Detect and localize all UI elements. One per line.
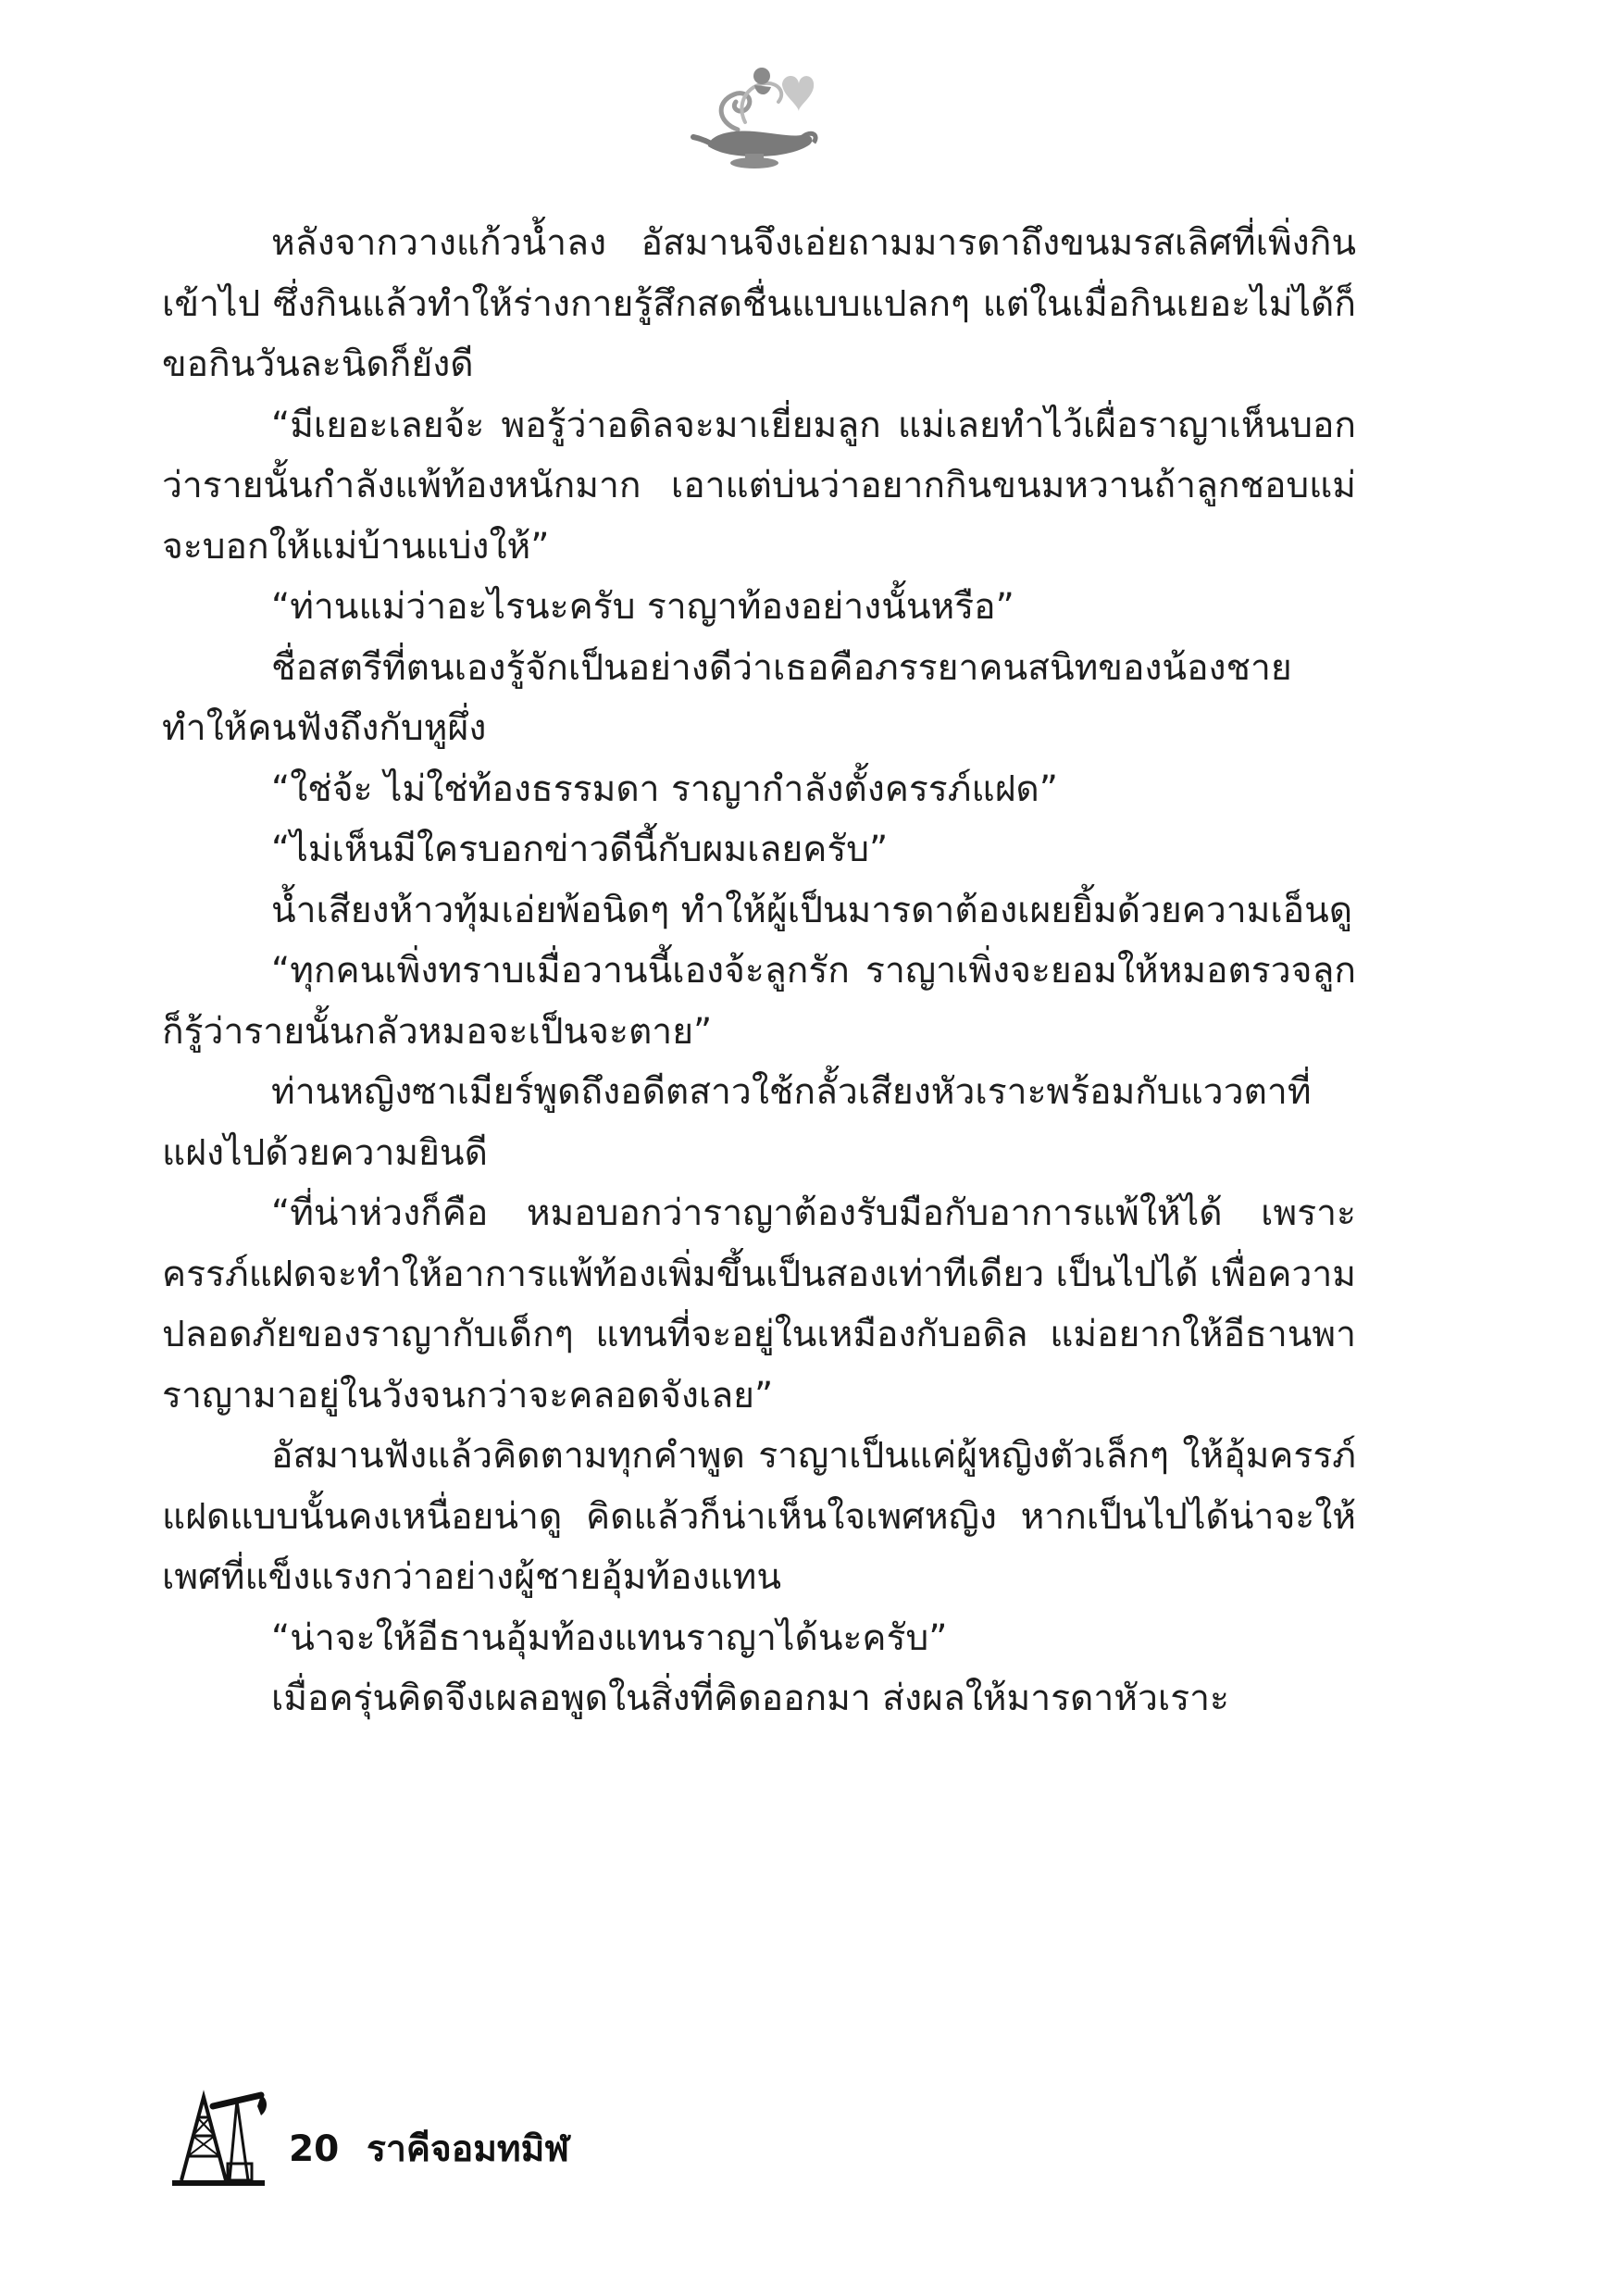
book-title: ราคีจอมทมิฬ bbox=[367, 2128, 569, 2170]
paragraph: ชื่อสตรีที่ตนเองรู้จักเป็นอย่างดีว่าเธอคือภรรยาคนสนิทของน้องชายทำให้คนฟังถึงกับหูผึ่ง bbox=[162, 646, 1292, 749]
paragraph: “ทุกคนเพิ่งทราบเมื่อวานนี้เองจ้ะลูกรัก ราญาเพิ่งจะยอมให้หมอตรวจลูกก็รู้ว่ารายนั้นกลัวหมอจะเป็นจะตาย” bbox=[162, 950, 1356, 1053]
paragraph: “ที่น่าห่วงก็คือ หมอบอกว่าราญาต้องรับมือกับอาการแพ้ให้ได้ เพราะครรภ์แฝดจะทำให้อาการแพ้ท้องเพิ่มขึ้นเป็นสองเท่าทีเดียว เป็นไปได้ เพื่อความปลอดภัยของราญากับเด็กๆ แทนที่จะอยู่ในเหมืองกับอดิล แม่อยากให้อีธานพาราญามาอยู่ในวังจนกว่าจะคลอดจังเลย” bbox=[162, 1192, 1357, 1416]
paragraph: “ท่านแม่ว่าอะไรนะครับ ราญาท้องอย่างนั้นหรือ” bbox=[271, 586, 1014, 628]
paragraph: อัสมานฟังแล้วคิดตามทุกคำพูด ราญาเป็นแค่ผู้หญิงตัวเล็กๆ ให้อุ้มครรภ์แฝดแบบนั้นคงเหนื่อยน่าดู คิดแล้วก็น่าเห็นใจเพศหญิง หากเป็นไปได้น่าจะให้เพศที่แข็งแรงกว่าอย่างผู้ชายอุ้มท้องแทน bbox=[162, 1435, 1356, 1598]
page-footer bbox=[172, 2078, 728, 2190]
paragraph: หลังจากวางแก้วน้ำลง อัสมานจึงเอ่ยถามมารดาถึงขนมรสเลิศที่เพิ่งกินเข้าไป ซึ่งกินแล้วทำให้ร่างกายรู้สึกสดชื่นแบบแปลกๆ แต่ในเมื่อกินเยอะไม่ได้ก็ขอกินวันละนิดก็ยังดี bbox=[162, 222, 1356, 385]
paragraph: น้ำเสียงห้าวทุ้มเอ่ยพ้อนิดๆ ทำให้ผู้เป็นมารดาต้องเผยยิ้มด้วยความเอ็นดู bbox=[271, 889, 1353, 931]
oil-derrick-icon bbox=[172, 2078, 269, 2190]
paragraph: เมื่อครุ่นคิดจึงเผลอพูดในสิ่งที่คิดออกมา ส่งผลให้มารดาหัวเราะ bbox=[271, 1678, 1230, 1719]
paragraph: ท่านหญิงซาเมียร์พูดถึงอดีตสาวใช้กลั้วเสียงหัวเราะพร้อมกับแววตาที่แฝงไปด้วยความยินดี bbox=[162, 1071, 1312, 1174]
body-text bbox=[162, 213, 1356, 1729]
paragraph: “ใช่จ้ะ ไม่ใช่ท้องธรรมดา ราญากำลังตั้งครรภ์แฝด” bbox=[271, 767, 1058, 810]
genie-lamp-icon bbox=[690, 57, 819, 173]
page-number: 20 bbox=[289, 2128, 340, 2170]
paragraph: “น่าจะให้อีธานอุ้มท้องแทนราญาได้นะครับ” bbox=[271, 1616, 948, 1659]
paragraph: “มีเยอะเลยจ้ะ พอรู้ว่าอดิลจะมาเยี่ยมลูก แม่เลยทำไว้เผื่อราญาเห็นบอกว่ารายนั้นกำลังแพ้ท้องหนักมาก เอาแต่บ่นว่าอยากกินขนมหวานถ้าลูกชอบแม่จะบอกให้แม่บ้านแบ่งให้” bbox=[162, 404, 1356, 568]
paragraph: “ไม่เห็นมีใครบอกข่าวดีนี้กับผมเลยครับ” bbox=[271, 829, 889, 870]
